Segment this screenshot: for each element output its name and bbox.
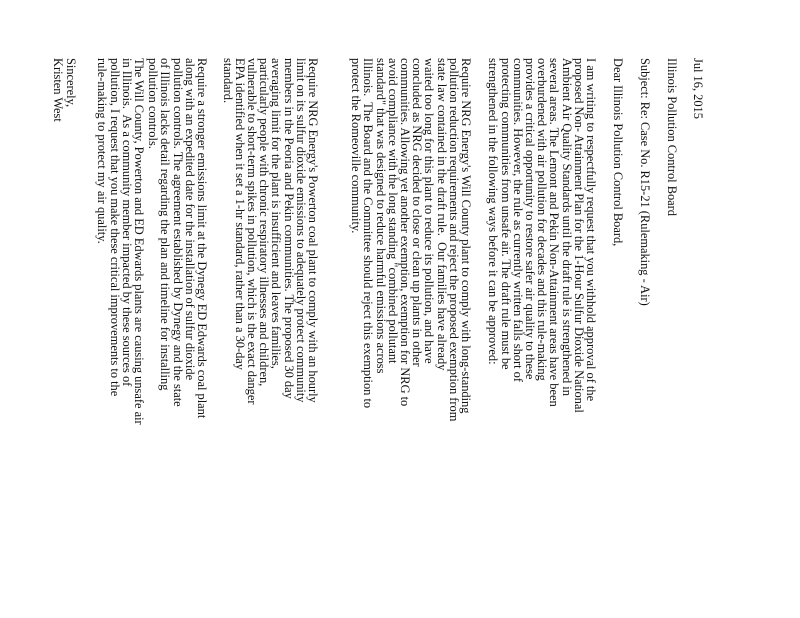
letter-date: Jul 16, 2015 — [691, 58, 705, 119]
letter-signature: Kristen West — [51, 58, 65, 122]
paragraph-ed-edwards: Require a stronger emissions limit at the Dynegy ED Edwards coal plant along with an expedited date for the installation of sulfur dioxide pollution controls. The agreement established by Dynegy and the state of Illinois lacks detail regarding the plan and timeline for installing pollution controls. — [146, 58, 209, 419]
letter-salutation: Dear Illinois Pollution Control Board, — [611, 58, 625, 247]
rotated-letter — [51, 0, 710, 612]
letter-subject: Subject: Re: Case No. R15-21 (Rulemaking - Air) — [638, 58, 652, 306]
letter-closing: Sincerely, — [64, 58, 78, 108]
paragraph-conclusion: The Will County, Powerton and ED Edwards plants are causing unsafe air in Illinois. As a community member impacted by these sources of pollution, I request that you make these critical improvements to the rule-making to protect my air quality. — [95, 58, 146, 425]
paragraph-powerton: Require NRG Energy's Powerton coal plant to comply with an hourly limit on its sulfur dioxide emissions to adequately protect community members in the Peoria and Pekin communities. The proposed 30 day averaging limit for the plant is insufficient and leaves families, particularly people with chronic respiratory illnesses and children, vulnerable to short-term spikes in pollution, which is the exact danger EPA identified when it set a 1-hr standard, rather than a 30-day standard. — [220, 58, 320, 405]
letter-recipient: Illinois Pollution Control Board — [665, 58, 679, 216]
paragraph-will-county: Require NRG Energy's Will County plant to comply with long-standing pollution reduction requirements and reject the proposed exemption from state law contained in the draft rule. Our families have already waited too long for this plant to reduce its pollution, and have concluded as NRG decided to close or clean up plants in other communities. Allowing yet another exemption, exemption for NRG to avoid compliance with the long standing "combined pollutant standard" that was designed to reduce harmful emissions across Illinois. The Board and the Committee should reject this exemption to protect the Romeoville community. — [349, 58, 473, 422]
paragraph-request: I am writing to respectfully request that you withhold approval of the proposed Non- Attainment Plan for the 1-Hour Sulfur Dioxide National Ambient Air Quality Standards until the draft rule is strengthened in several areas. The Lemont and Pekin Non-Attainment areas have been overburdened with air pollution for decades and this rule-making provides a critical opportunity to restore safer air quality to these communities. However, the rule as currently written falls short of protecting communities from unsafe air. The draft rule must be strengthened in the following ways before it can be approved: — [486, 58, 598, 413]
